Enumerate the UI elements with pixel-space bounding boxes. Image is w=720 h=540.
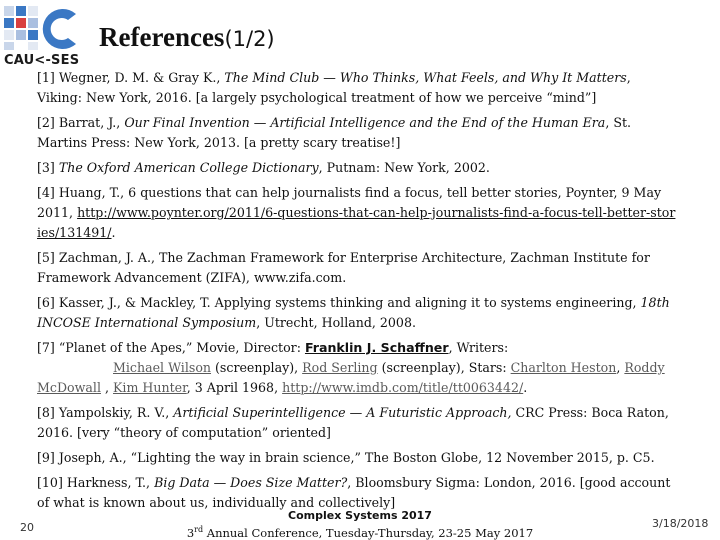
ref7-writer-rod-serling-link[interactable]: Rod Serling xyxy=(302,360,378,375)
footer-ordinal-suffix: rd xyxy=(194,525,204,534)
cau-ses-logo xyxy=(2,4,90,70)
ref9-text: [9] Joseph, A., “Lighting the way in brain science,” The Boston Globe, 12 November 2015, p. C5. xyxy=(37,450,655,465)
reference-8 xyxy=(37,403,677,443)
ref5-text: [5] Zachman, J. A., The Zachman Framework for Enterprise Architecture, Zachman Institute for Framework Advancement (ZIFA), www.zifa.com. xyxy=(37,250,650,285)
reference-5 xyxy=(37,248,677,288)
footer-date: 3/18/2018 xyxy=(652,517,709,530)
ref3-number: [3] xyxy=(37,160,59,175)
footer-ordinal-number: 3 xyxy=(186,525,195,540)
ref3-title: The Oxford American College Dictionary xyxy=(58,160,319,175)
ref7-writer-michael-wilson-link[interactable]: Michael Wilson xyxy=(113,360,212,375)
ref2-publisher: , St. Martins Press: New York, 2013. [a pretty scary treatise!] xyxy=(37,115,632,150)
ref7-credits xyxy=(37,358,677,398)
slide-title xyxy=(99,22,275,53)
ref7-imdb-link[interactable]: http://www.imdb.com/title/tt0063442/ xyxy=(282,380,524,395)
logo-text: CAU<-SES xyxy=(4,53,80,68)
ref10-title: Big Data — Does Size Matter? xyxy=(154,475,348,490)
ref6-location: , Utrecht, Holland, 2008. xyxy=(256,315,416,330)
ref8-authors: [8] Yampolskiy, R. V., xyxy=(37,405,174,420)
reference-10 xyxy=(37,473,677,513)
ref7-credits-rest xyxy=(105,380,527,395)
ref4-end: . xyxy=(111,225,116,240)
footer-conference-details xyxy=(160,523,560,540)
reference-4 xyxy=(37,183,677,243)
ref6-authors: [6] Kasser, J., & Mackley, T. Applying systems thinking and aligning it to systems engineering, xyxy=(37,295,641,310)
ref7-director-link[interactable]: Franklin J. Schaffner xyxy=(304,340,449,355)
reference-1 xyxy=(37,68,677,108)
ref7-line1 xyxy=(37,338,677,358)
reference-list xyxy=(37,68,677,518)
ref4-link[interactable]: http://www.poynter.org/2011/6-questions-that-can-help-journalists-find-a-focus-tell-better-stories/131491/ xyxy=(37,205,676,240)
reference-2 xyxy=(37,113,677,153)
footer-conference-dates: Annual Conference, Tuesday-Thursday, 23-25 May 2017 xyxy=(203,525,534,540)
ref7-stars-label: (screenplay), Stars: xyxy=(377,360,511,375)
ref3-publisher: , Putnam: New York, 2002. xyxy=(318,160,490,175)
ref7-writers-label: , Writers: xyxy=(448,340,509,355)
slide-number: 20 xyxy=(20,521,34,534)
title-text: References xyxy=(99,22,225,52)
ref7-star-kim-hunter-link[interactable]: Kim Hunter xyxy=(113,380,187,395)
footer-conference-name: Complex Systems 2017 xyxy=(288,509,432,522)
reference-3 xyxy=(37,158,677,178)
reference-9 xyxy=(37,448,677,468)
footer-conference xyxy=(160,509,560,540)
ref7-star-roddy-mcdowall-link[interactable]: Roddy McDowall xyxy=(37,360,665,395)
ref7-star-charlton-heston-link[interactable]: Charlton Heston xyxy=(510,360,617,375)
title-page-indicator: (1/2) xyxy=(224,27,275,51)
ref10-publisher: , Bloomsbury Sigma: London, 2016. [good account of what is known about us, individually and collectively] xyxy=(37,475,671,510)
ref7-sep2: , xyxy=(105,380,114,395)
reference-6 xyxy=(37,293,677,333)
ref2-title: Our Final Invention — Artificial Intelligence and the End of the Human Era xyxy=(124,115,606,130)
ref1-title: The Mind Club — Who Thinks, What Feels, and Why It Matters xyxy=(224,70,627,85)
ref2-authors: [2] Barrat, J., xyxy=(37,115,125,130)
ref7-date: , 3 April 1968, xyxy=(186,380,283,395)
ref6-venue: 18th INCOSE International Symposium xyxy=(37,295,670,330)
ref7-writer1-role: (screenplay), xyxy=(211,360,303,375)
ref4-text: [4] Huang, T., 6 questions that can help journalists find a focus, tell better stories, Poynter, 9 May 2011, xyxy=(37,185,662,220)
ref8-publisher: CRC Press: Boca Raton, 2016. [very “theory of computation” oriented] xyxy=(37,405,669,440)
ref7-sep1: , xyxy=(616,360,625,375)
ref8-title: Artificial Superintelligence — A Futuristic Approach, xyxy=(173,405,512,420)
ref10-authors: [10] Harkness, T., xyxy=(37,475,155,490)
ref1-authors: [1] Wegner, D. M. & Gray K., xyxy=(37,70,225,85)
ref7-intro: [7] “Planet of the Apes,” Movie, Director: xyxy=(37,340,305,355)
ref1-publisher: , Viking: New York, 2016. [a largely psychological treatment of how we perceive “mind”] xyxy=(37,70,631,105)
ref7-end: . xyxy=(523,380,528,395)
reference-7 xyxy=(37,338,677,398)
